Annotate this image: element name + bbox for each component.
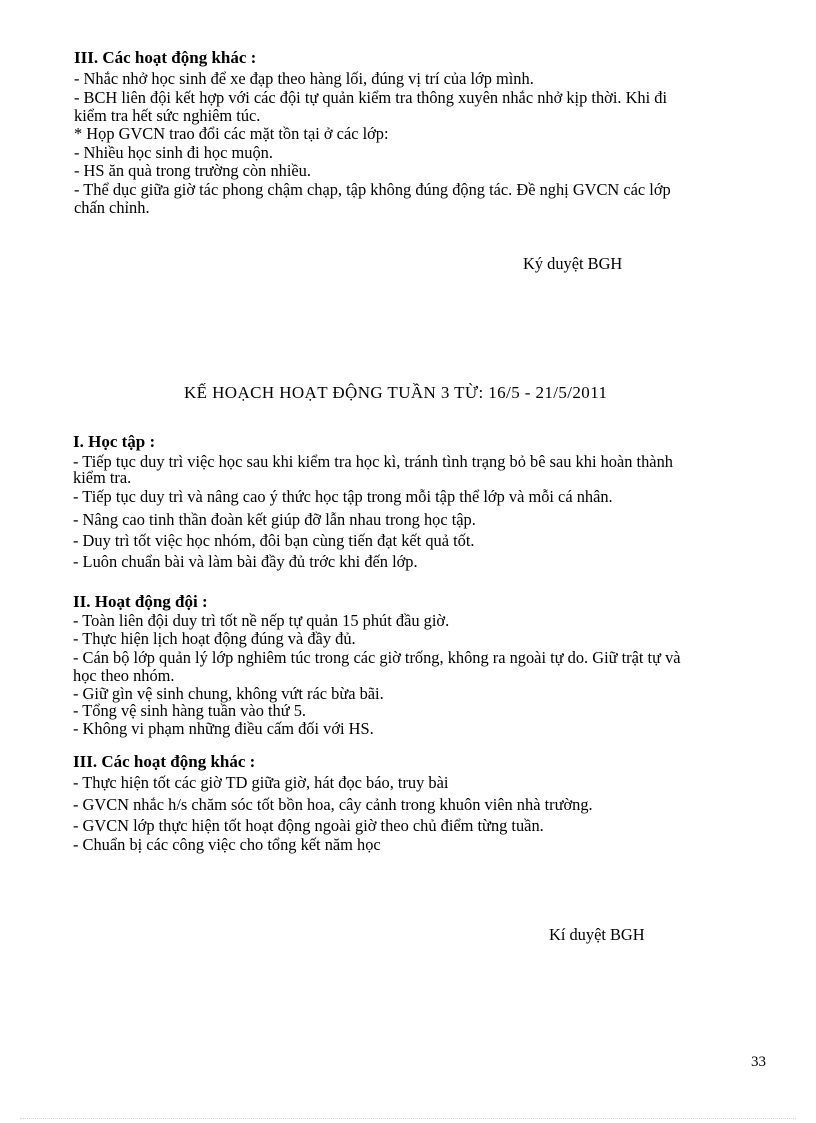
section1-line: - Nhiều học sinh đi học muộn. (74, 143, 273, 162)
signature-2: Kí duyệt BGH (549, 925, 645, 944)
study-line: - Duy trì tốt việc học nhóm, đôi bạn cùng tiến đạt kết quả tốt. (73, 531, 475, 550)
signature-1: Ký duyệt BGH (523, 254, 623, 273)
section1-line: - BCH liên đội kết hợp với các đội tự quản kiểm tra thông xuyên nhắc nhở kịp thời. Khi đi (74, 88, 667, 107)
team-line: - Tổng vệ sinh hàng tuần vào thứ 5. (73, 701, 307, 720)
study-heading: I. Học tập : (73, 432, 156, 451)
page-title: KẾ HOẠCH HOẠT ĐỘNG TUẦN 3 TỪ: 16/5 - 21/5/2011 (184, 383, 608, 402)
team-line: - Giữ gìn vệ sinh chung, không vứt rác bừa bãi. (73, 684, 384, 703)
team-line: - Cán bộ lớp quản lý lớp nghiêm túc trong các giờ trống, không ra ngoài tự do. Giữ trật tự và (73, 648, 681, 667)
section1-line: - HS ăn quà trong trường còn nhiều. (74, 161, 311, 180)
section1-line: - Nhắc nhở học sinh để xe đạp theo hàng lối, đúng vị trí của lớp mình. (74, 69, 534, 88)
study-line: kiểm tra. (73, 468, 132, 487)
study-line: - Tiếp tục duy trì việc học sau khi kiểm tra học kì, tránh tình trạng bỏ bê sau khi hoàn thành (73, 452, 673, 471)
section1-line: - Thể dục giữa giờ tác phong chậm chạp, tập không đúng động tác. Đề nghị GVCN các lớp (74, 180, 671, 199)
other-line: - GVCN nhắc h/s chăm sóc tốt bồn hoa, cây cảnh trong khuôn viên nhà trường. (73, 795, 593, 814)
team-line: - Thực hiện lịch hoạt động đúng và đầy đủ. (73, 629, 356, 648)
other-line: - Thực hiện tốt các giờ TD giữa giờ, hát đọc báo, truy bài (73, 773, 449, 792)
section1-line: kiểm tra hết sức nghiêm túc. (74, 106, 261, 125)
team-heading: II. Hoạt động đội : (73, 592, 208, 611)
page-number: 33 (751, 1054, 766, 1070)
other-line: - Chuẩn bị các công việc cho tổng kết năm học (73, 835, 381, 854)
other-heading: III. Các hoạt động khác : (73, 752, 256, 771)
study-line: - Tiếp tục duy trì và nâng cao ý thức học tập trong mỗi tập thể lớp và mỗi cá nhân. (73, 487, 613, 506)
section1-line: chấn chỉnh. (74, 198, 150, 217)
team-line: - Toàn liên đội duy trì tốt nề nếp tự quản 15 phút đầu giờ. (73, 611, 450, 630)
study-line: - Nâng cao tinh thần đoàn kết giúp đỡ lẫn nhau trong học tập. (73, 510, 476, 529)
team-line: - Không vi phạm những điều cấm đối với HS. (73, 719, 374, 738)
other-line: - GVCN lớp thực hiện tốt hoạt động ngoài giờ theo chủ điểm từng tuần. (73, 816, 544, 835)
study-line: - Luôn chuẩn bài và làm bài đầy đủ trớc khi đến lớp. (73, 552, 418, 571)
team-line: học theo nhóm. (73, 666, 175, 685)
page-divider (20, 1118, 796, 1119)
section1-heading: III. Các hoạt động khác : (74, 48, 257, 67)
section1-line: * Họp GVCN trao đổi các mặt tồn tại ở các lớp: (74, 124, 389, 143)
